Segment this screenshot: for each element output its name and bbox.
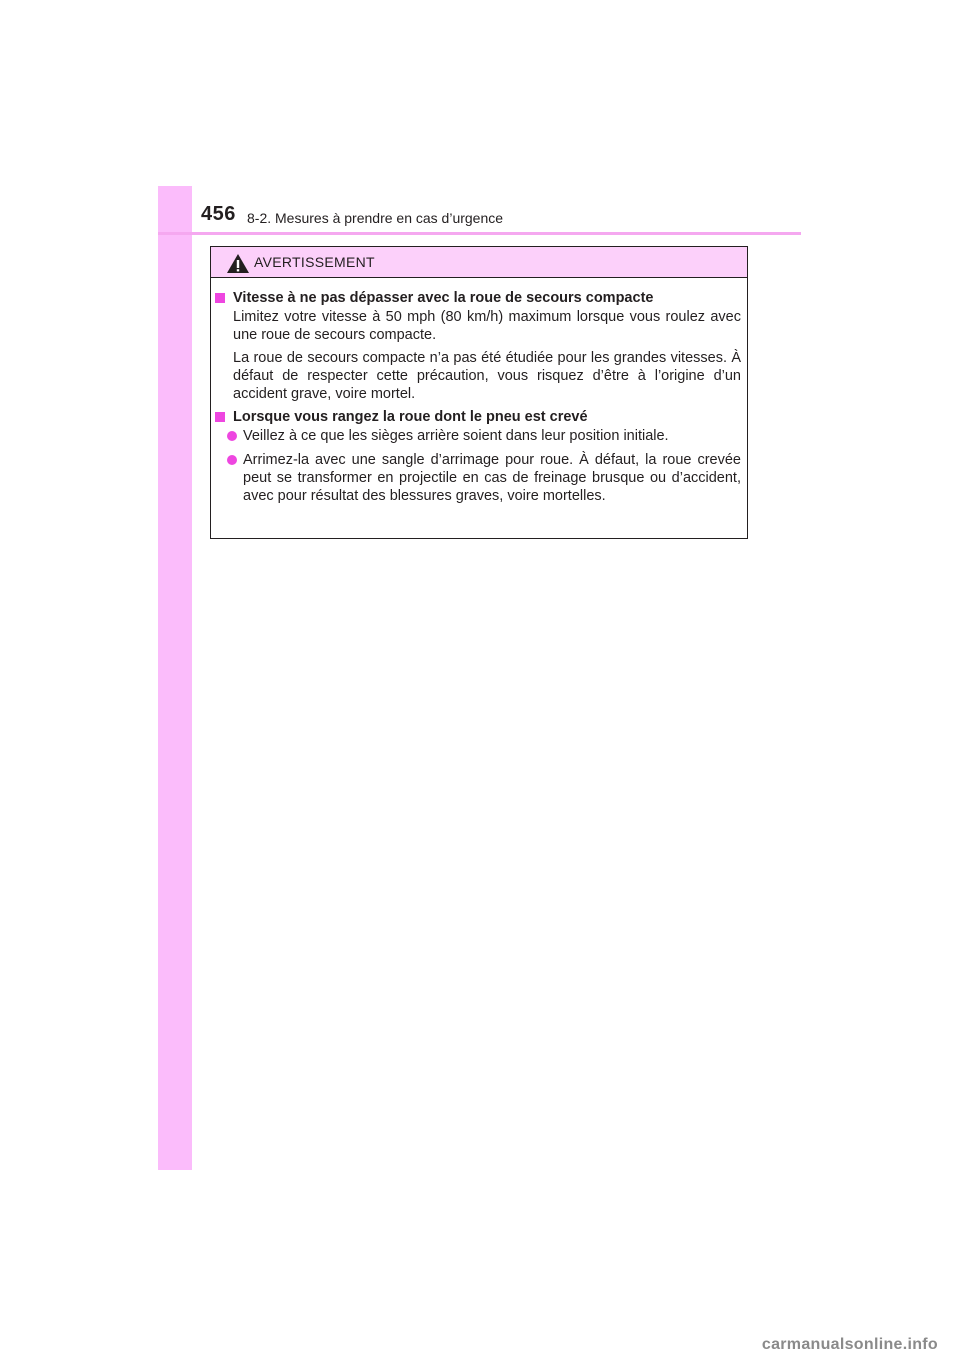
heading-text: Lorsque vous rangez la roue dont le pneu est crevé <box>233 409 588 425</box>
section-title: 8-2. Mesures à prendre en cas d’urgence <box>247 210 504 226</box>
warning-box <box>210 246 748 539</box>
page-number: 456 <box>201 203 236 225</box>
list-item <box>233 451 741 505</box>
header-divider <box>158 232 801 235</box>
paragraph: Limitez votre vitesse à 50 mph (80 km/h) maximum lorsque vous roulez avec une roue de secours compacte. <box>233 309 741 343</box>
section-heading-spare-speed <box>215 289 745 307</box>
side-color-band <box>158 186 192 1170</box>
section-heading-storing-flat-tire <box>215 408 745 426</box>
watermark-logo: carmanualsonline.info <box>761 1336 938 1353</box>
square-bullet-icon <box>215 293 225 303</box>
round-bullet-icon <box>227 431 237 441</box>
heading-text: Vitesse à ne pas dépasser avec la roue de secours compacte <box>233 290 654 306</box>
round-bullet-icon <box>227 455 237 465</box>
list-item-text: Veillez à ce que les sièges arrière soient dans leur position initiale. <box>243 428 669 444</box>
list-item <box>233 427 741 445</box>
list-item-text: Arrimez-la avec une sangle d’arrimage pour roue. À défaut, la roue crevée peut se transformer en projectile en cas de freinage brusque ou d’accident, avec pour résultat des blessures graves, voire mortelles. <box>243 452 741 504</box>
warning-title: AVERTISSEMENT <box>254 254 375 270</box>
square-bullet-icon <box>215 412 225 422</box>
warning-triangle-icon <box>226 253 250 274</box>
warning-header <box>211 247 747 278</box>
paragraph: La roue de secours compacte n’a pas été étudiée pour les grandes vitesses. À défaut de respecter cette précaution, vous risquez d’être à l’origine d’un accident grave, voire mortel. <box>233 350 741 402</box>
warning-body <box>211 289 747 511</box>
